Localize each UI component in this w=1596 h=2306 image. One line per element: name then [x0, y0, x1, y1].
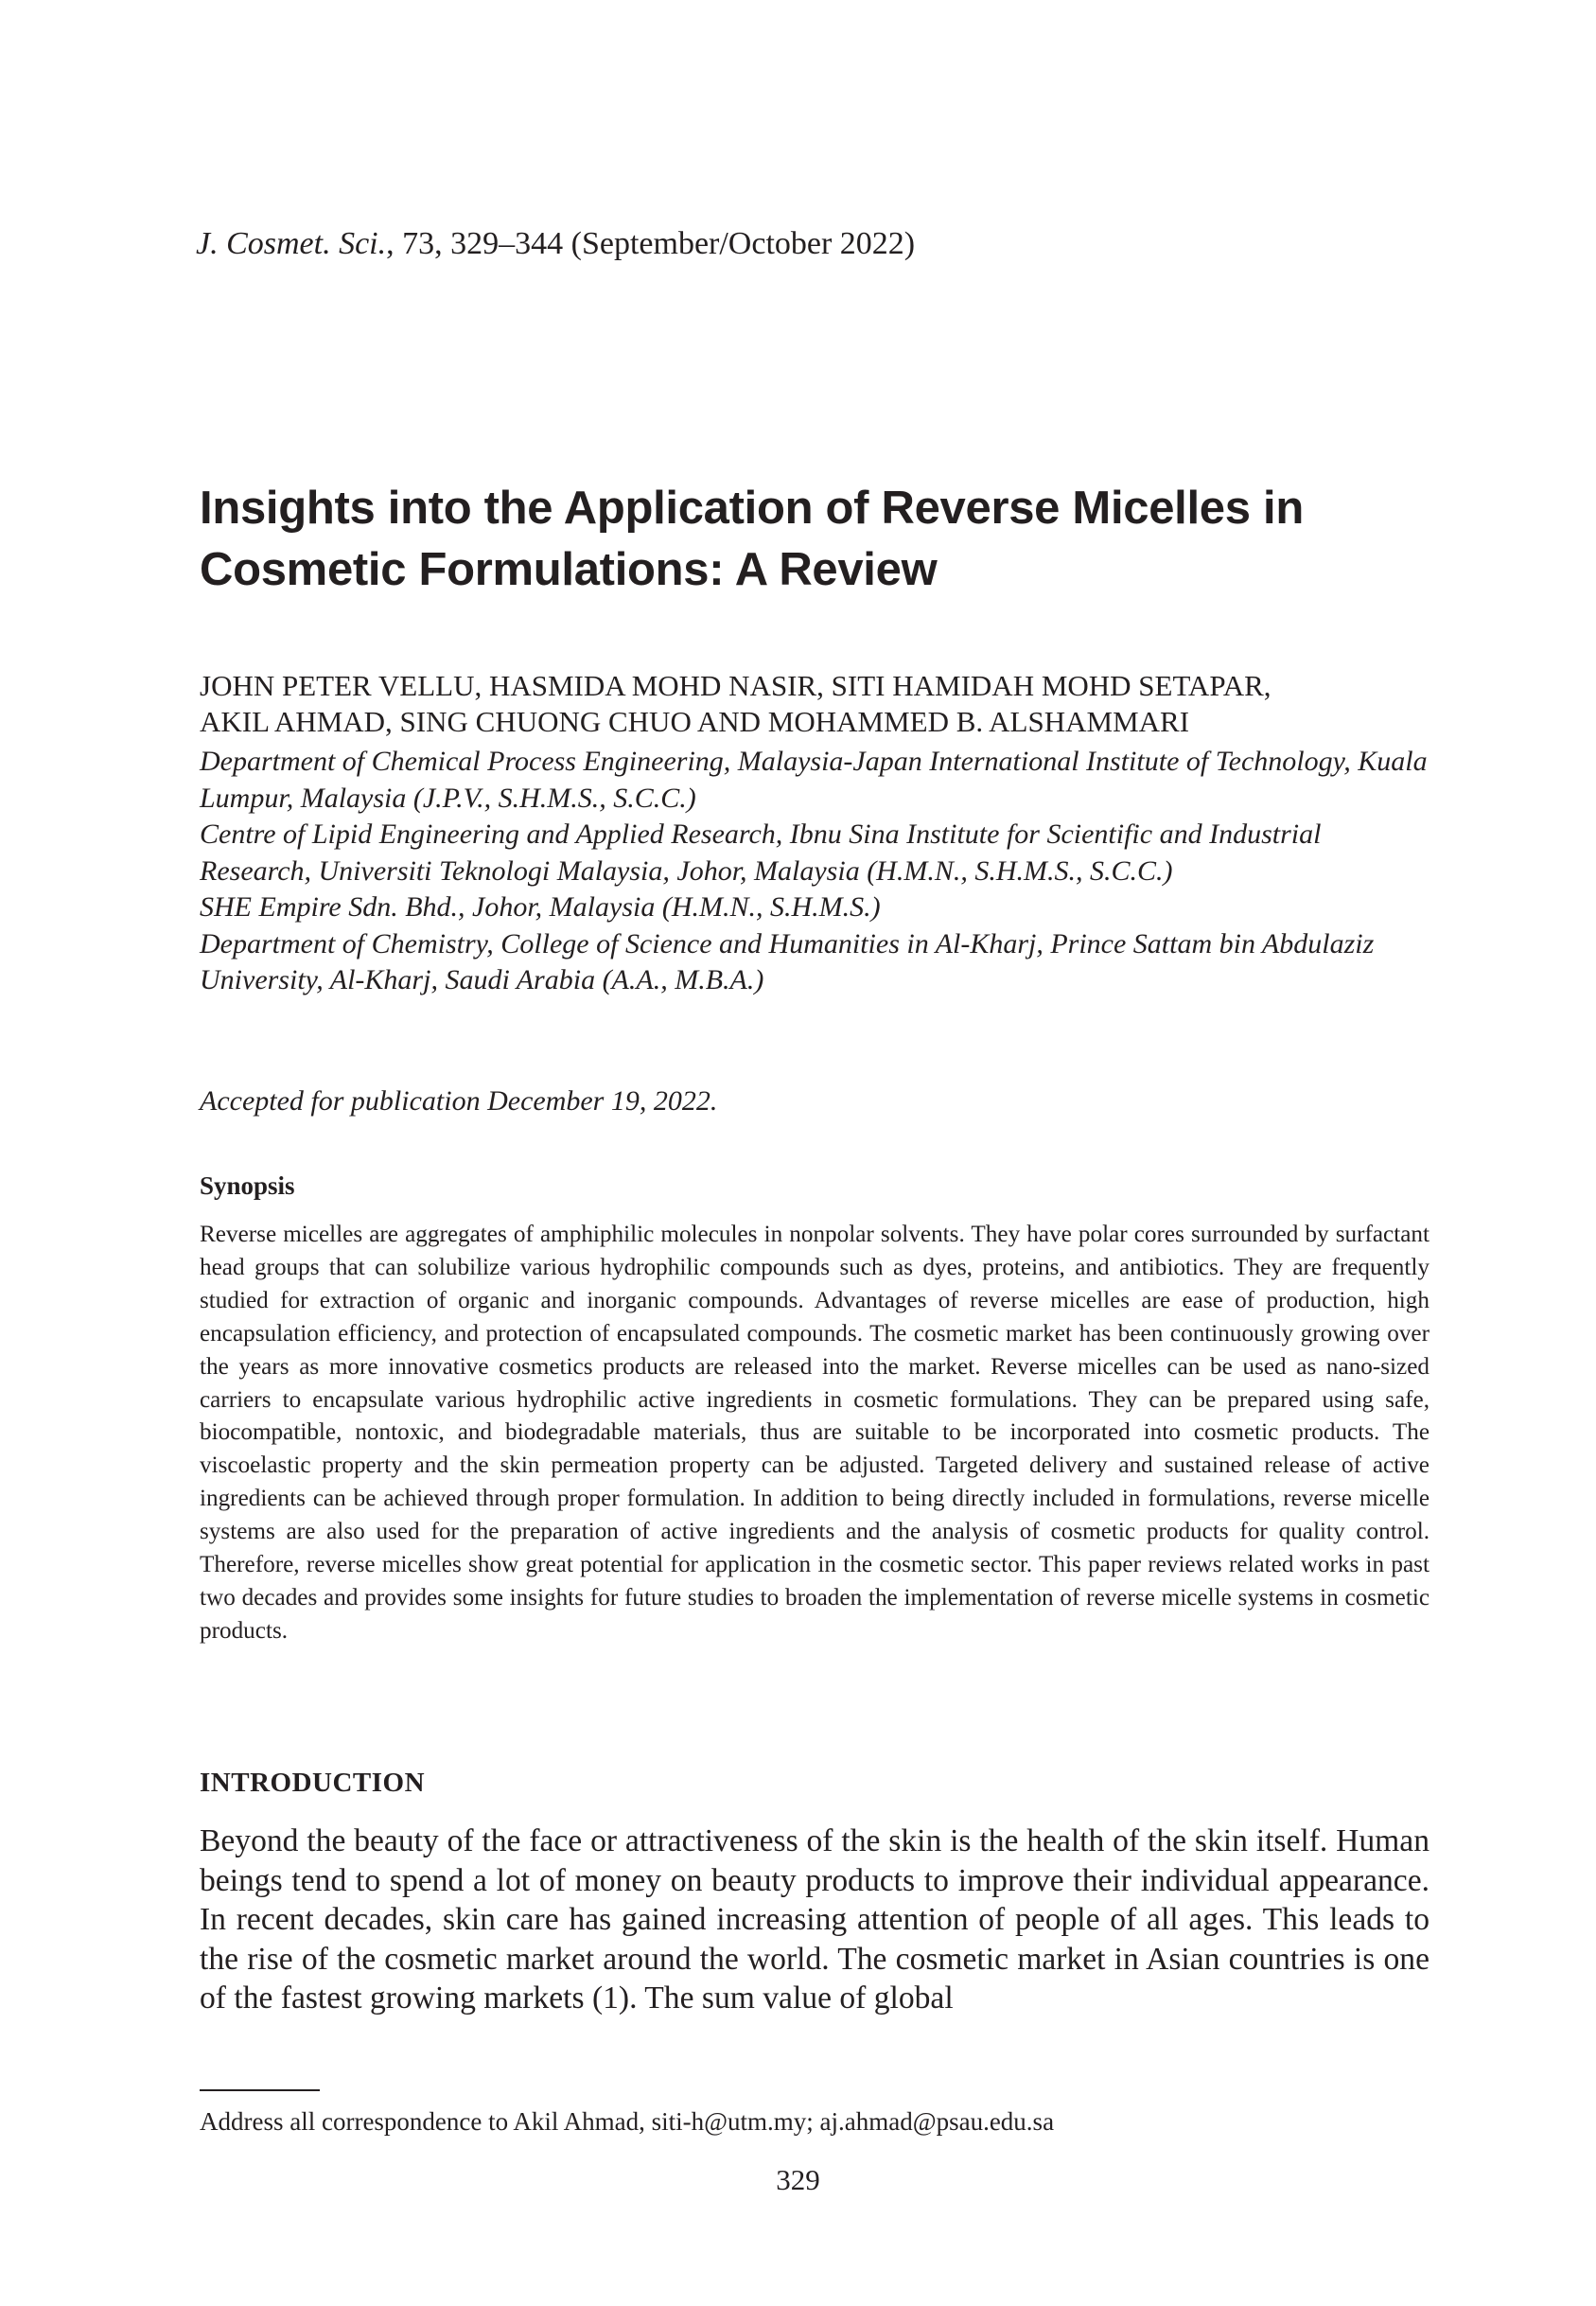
affiliation-line: Department of Chemical Process Engineering, Malaysia-Japan International Institute of Technology, Kuala: [200, 746, 1428, 777]
introduction-heading: INTRODUCTION: [200, 1768, 426, 1798]
journal-citation: [196, 223, 915, 265]
author-line-2: AKIL AHMAD, SING CHUONG CHUO AND MOHAMMED B. ALSHAMMARI: [200, 705, 1190, 738]
article-title-line-1: Insights into the Application of Reverse Micelles in: [200, 483, 1304, 534]
affiliation-line: SHE Empire Sdn. Bhd., Johor, Malaysia (H.M.N., S.H.M.S.): [200, 891, 881, 923]
footnote-divider: [200, 2089, 320, 2091]
article-title-line-2: Cosmetic Formulations: A Review: [200, 544, 938, 595]
affiliation-line: Department of Chemistry, College of Science and Humanities in Al-Kharj, Prince Sattam bin Abdulaziz: [200, 927, 1375, 959]
synopsis-heading: Synopsis: [200, 1171, 295, 1200]
synopsis-text: Reverse micelles are aggregates of amphiphilic molecules in nonpolar solvents. They have polar cores surrounded by surfactant head groups that can solubilize various hydrophilic compounds such as dyes, proteins, and antibiotics. They are frequently studied for extraction of organic and inorganic compounds. Advantages of reverse micelles are ease of production, high encapsulation efficiency, and protection of encapsulated compounds. The cosmetic market has been continuously growing over the years as more innovative cosmetics products are released into the market. Reverse micelles can be used as nano-sized carriers to encapsulate various hydrophilic active ingredients in cosmetic formulations. They can be prepared using safe, biocompatible, nontoxic, and biodegradable materials, thus are suitable to be incorporated into cosmetic products. The viscoelastic property and the skin permeation property can be adjusted. Targeted delivery and sustained release of active ingredients can be achieved through proper formulation. In addition to being directly included in formulations, reverse micelle systems are also used for the preparation of active ingredients and the analysis of cosmetic products for quality control. Therefore, reverse micelles show great potential for application in the cosmetic sector. This paper reviews related works in past two decades and provides some insights for future studies to broaden the implementation of reverse micelle systems in cosmetic products.: [200, 1222, 1429, 1644]
introduction-text: Beyond the beauty of the face or attractiveness of the skin is the health of the skin itself. Human beings tend to spend a lot of money on beauty products to improve their individual appearance. In recent decades, skin care has gained increasing attention of people of all ages. This leads to the rise of the cosmetic market around the world. The cosmetic market in Asian countries is one of the fastest growing markets (1). The sum value of global: [200, 1823, 1429, 2016]
correspondence-footnote: Address all correspondence to Akil Ahmad, siti-h@utm.my; aj.ahmad@psau.edu.sa: [200, 2107, 1055, 2136]
affiliation-line: Lumpur, Malaysia (J.P.V., S.H.M.S., S.C.C.): [200, 782, 696, 814]
journal-name: J. Cosmet. Sci.: [196, 226, 387, 261]
author-list: [200, 668, 1429, 740]
page-number: 329: [776, 2163, 820, 2196]
journal-details: , 73, 329–344 (September/October 2022): [386, 226, 916, 261]
affiliation-line: Centre of Lipid Engineering and Applied Research, Ibnu Sina Institute for Scientific and Industrial: [200, 819, 1322, 850]
affiliation-line: Research, Universiti Teknologi Malaysia, Johor, Malaysia (H.M.N., S.H.M.S., S.C.C.): [200, 854, 1173, 887]
accepted-date: Accepted for publication December 19, 2022.: [200, 1085, 718, 1117]
article-title: [200, 478, 1429, 601]
affiliation-list: [200, 744, 1429, 999]
affiliation-line: University, Al-Kharj, Saudi Arabia (A.A., M.B.A.): [200, 964, 764, 995]
author-line-1: JOHN PETER VELLU, HASMIDA MOHD NASIR, SITI HAMIDAH MOHD SETAPAR,: [200, 669, 1272, 702]
